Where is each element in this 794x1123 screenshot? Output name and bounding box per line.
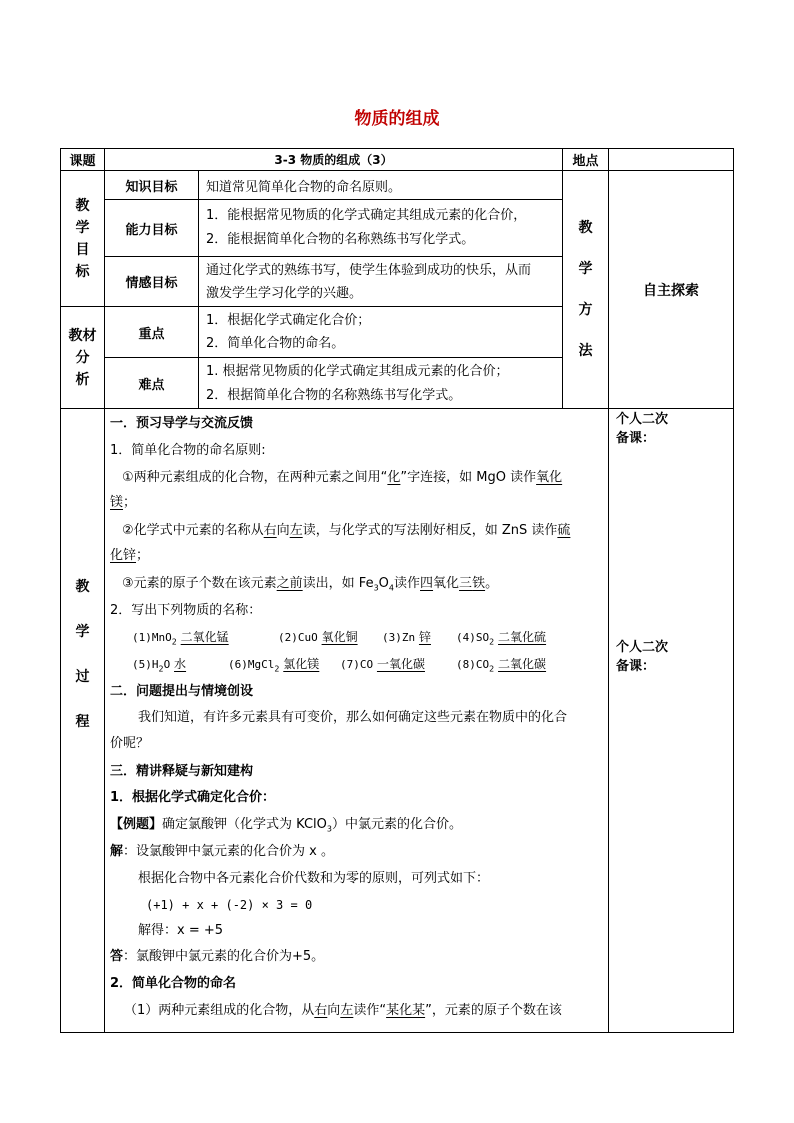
subsection-1: 1．根据化学式确定化合价： (110, 790, 276, 805)
exercise-5: $(5)H_2O$ 水 (132, 657, 187, 674)
naming-rule-1-cont: 镁； (110, 495, 137, 510)
difficult-point-label: 难点 (138, 377, 165, 393)
result-line: 解得：x = +5 (138, 923, 224, 938)
knowledge-goal-text: 知道常见简单化合物的命名原则。 (206, 179, 402, 195)
goals-section-label: 教 学 目 标 (75, 197, 90, 280)
key-point-text: 1．根据化学式确定化合价； 2．简单化合物的命名。 (206, 313, 371, 351)
exercise-7: (7)CO 一氧化碳 (340, 657, 425, 671)
key-point-label: 重点 (138, 326, 165, 342)
section-heading-3: 三．精讲释疑与新知建构 (110, 764, 254, 779)
knowledge-goal-label: 知识目标 (125, 179, 178, 195)
exercise-6: (6)MgCl$_2$ 氯化镁 (228, 657, 320, 674)
method-value: 自主探索 (643, 282, 699, 299)
section-heading-1: 一．预习导学与交流反馈 (110, 416, 254, 431)
naming-rule-3: ③元素的原子个数在该元素之前读出，如 $Fe_3O_4$读作四氧化三铁。 (122, 576, 499, 593)
method-label: 教 学 方 法 (578, 219, 593, 359)
exercise-1: (1)MnO$_2$ 二氧化锰 (132, 630, 229, 647)
solution-line: 解：设氯酸钾中氯元素的化合价为 x 。 (110, 844, 334, 859)
material-section-label: 教材 分 析 (68, 327, 97, 388)
question-line-2: 价呢？ (110, 736, 150, 751)
exercise-8: $(8)CO_2$ 二氧化碳 (456, 657, 547, 674)
table-border-right (733, 148, 734, 1033)
example-line: 【例题】确定氯酸钾（化学式为 KClO$_3$）中氯元素的化合价。 (110, 817, 462, 834)
question-line-1: 我们知道，有许多元素具有可变价，那么如何确定这些元素在物质中的化合 (138, 710, 568, 725)
naming-rule-1: ①两种元素组成的化合物，在两种元素之间用“化”字连接，如 MgO 读作氧化 (122, 470, 563, 485)
exercise-2: (2)CuO 氧化铜 (278, 630, 358, 644)
naming-rule-title: 1．简单化合物的命名原则: (110, 443, 266, 458)
exercise-title: 2．写出下列物质的名称： (110, 603, 262, 618)
lesson-label: 课题 (69, 154, 96, 169)
exercise-3: (3)Zn 锌 (382, 630, 431, 644)
difficult-point-text: 1. 根据常见物质的化学式确定其组成元素的化合价； 2．根据简单化合物的名称熟练书写化学式。 (206, 364, 509, 403)
answer-line: 答：氯酸钾中氯元素的化合价为+5。 (110, 949, 325, 964)
section-heading-2: 二．问题提出与情境创设 (110, 684, 254, 699)
emotion-goal-text: 通过化学式的熟练书写，使学生体验到成功的快乐，从而 激发学生学习化学的兴趣。 (206, 263, 532, 301)
emotion-goal-label: 情感目标 (125, 276, 178, 291)
ability-goal-text: 1．能根据常见物质的化学式确定其组成元素的化合价， 2．能根据简单化合物的名称熟练书写化学式。 (206, 208, 527, 247)
personal-notes-2: 个人二次 备课： (616, 640, 669, 674)
location-label: 地点 (572, 154, 599, 169)
naming-continued-line: （1）两种元素组成的化合物，从右向左读作“某化某”，元素的原子个数在该 (124, 1003, 562, 1018)
table-divider (60, 408, 734, 409)
table-border-bottom (60, 1032, 734, 1033)
naming-rule-2-cont: 化锌； (110, 548, 150, 563)
page-title: 物质的组成 (354, 109, 440, 129)
principle-line: 根据化合物中各元素化合价代数和为零的原则，可列式如下： (138, 871, 490, 886)
lesson-title: 3-3 物质的组成（3） (274, 153, 393, 167)
equation-line: (+1) + x + (-2) × 3 = 0 (146, 898, 313, 912)
table-divider (198, 170, 199, 408)
subsection-2: 2．简单化合物的命名 (110, 976, 237, 991)
process-section-label: 教 学 过 程 (75, 579, 90, 730)
naming-rule-2: ②化学式中元素的名称从右向左读，与化学式的写法刚好相反，如 ZnS 读作硫 (122, 523, 571, 538)
ability-goal-label: 能力目标 (125, 222, 178, 238)
exercise-4: $(4)SO_2$ 二氧化硫 (456, 630, 547, 647)
personal-notes-1: 个人二次 备课： (616, 412, 669, 446)
